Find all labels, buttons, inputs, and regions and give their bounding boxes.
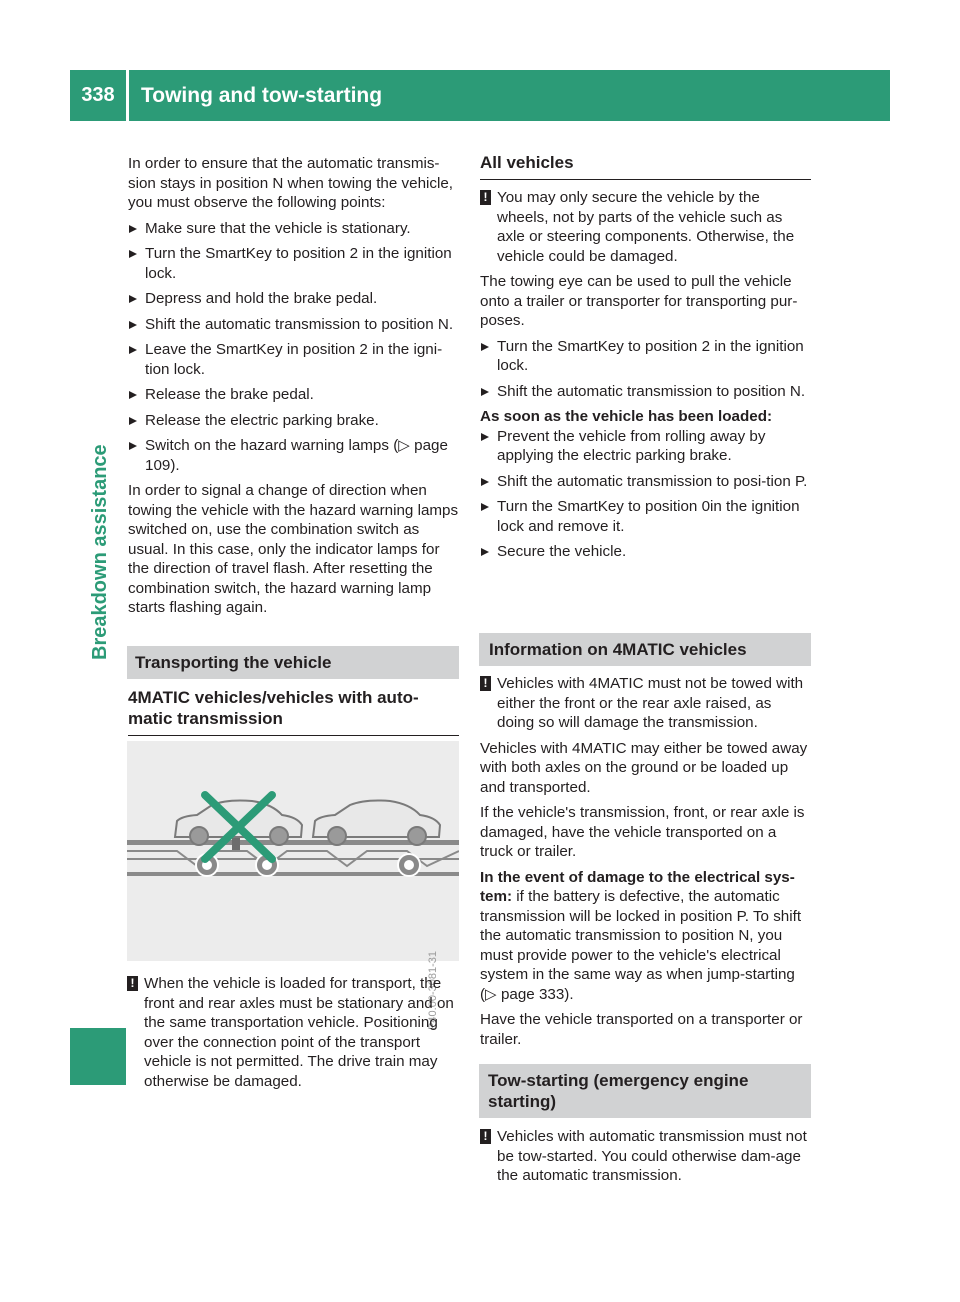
list-item [128,411,460,431]
arrow-icon [481,503,489,511]
warning-note [127,974,460,1091]
page-number: 338 [70,70,126,121]
list-item [128,315,460,335]
arrow-icon [129,225,137,233]
list-item [128,436,460,475]
list-item-text: Shift the automatic transmission to posi-tion P. [497,472,808,490]
transport-heading-box [127,646,459,679]
side-tab [89,444,111,680]
list-item [128,219,460,239]
arrow-icon [481,478,489,486]
list-item [480,472,811,492]
connection-point [232,838,240,850]
list-item-text: Secure the vehicle. [497,543,627,560]
warning-note [480,188,811,266]
list-item [128,340,460,379]
page-title: Towing and tow-starting [141,84,383,107]
list-item-text: Turn the SmartKey to position 2 in the ignition lock. [145,245,452,282]
all-vehicles-heading: All vehicles [480,152,811,180]
intro-paragraph: In order to ensure that the automatic transmis-sion stays in position N when towing the vehicle, you must observe the following points: [128,155,454,211]
electrical-text: if the battery is defective, the automatic transmission will be locked in position P. To shift the automatic transmission to position N, you must provide power to the vehicle's electrical system in the same way as when jump-starting (▷ page 333). [480,888,802,1003]
arrow-icon [129,391,137,399]
arrow-icon [481,343,489,351]
info-paragraph-3: Have the vehicle transported on a transporter or trailer. [480,1011,803,1048]
info-paragraph-1: Vehicles with 4MATIC may either be towed away with both axles on the ground or be loaded up and transported. [480,739,808,796]
list-item-text: Turn the SmartKey to position 2 in the ignition lock. [497,337,804,374]
car-right [313,801,440,846]
list-item-text: Switch on the hazard warning lamps (▷ page 109). [145,437,448,474]
list-item [480,427,811,466]
signal-paragraph: In order to signal a change of direction when towing the vehicle with the hazard warning lamps switched on, use the combination switch as usual. In this case, only the indicator lamps for the direction of travel flash. After resetting the combination switch, the hazard warning lamp starts flashing again. [128,482,459,616]
list-item [128,385,460,405]
warning-text: When the vehicle is loaded for transport, the front and rear axles must be stationary and on the same transportation vehicle. Positioning over the connection point of the transport vehicle is not permitted. The drive train may otherwise be damaged. [144,975,454,1090]
loaded-heading: As soon as the vehicle has been loaded: [480,408,773,425]
list-item-text: Shift the automatic transmission to position N. [497,382,806,400]
subsection-heading: 4MATIC vehicles/vehicles with auto-matic transmission [128,687,459,736]
subheading-block [128,687,459,744]
warning-icon: ! [127,976,138,991]
arrow-icon [481,433,489,441]
arrow-icon [481,388,489,396]
info-block [479,633,811,1049]
list-item [480,497,811,536]
warning-text: You may only secure the vehicle by the wheels, not by parts of the vehicle such as axle or steering components. Otherwise, the vehicle could be damaged. [497,189,795,265]
arrow-icon [129,442,137,450]
list-item-text: Make sure that the vehicle is stationary. [145,219,411,237]
info-paragraph-2: If the vehicle's transmission, front, or rear axle is damaged, have the vehicle transported on a truck or trailer. [480,804,805,860]
list-item [480,542,811,562]
list-item [128,244,460,283]
list-item-text: Turn the SmartKey to position 0in the ignition lock and remove it. [497,498,800,535]
arrow-icon [129,321,137,329]
list-item [128,289,460,309]
warning-icon: ! [480,1129,491,1144]
arrow-icon [481,548,489,556]
tow-block [479,1064,811,1190]
vehicle-transport-diagram [127,741,459,961]
warning-icon: ! [480,190,491,205]
arrow-icon [129,295,137,303]
header-bar [129,70,890,121]
list-item-text: Shift the automatic transmission to position N. [145,315,454,333]
list-item-text: Depress and hold the brake pedal. [145,290,378,307]
info-heading: Information on 4MATIC vehicles [479,633,811,666]
warning-text: Vehicles with 4MATIC must not be towed with either the front or the rear axle raised, as doing so will damage the transmission. [497,675,804,731]
left-warning-block [127,974,460,1095]
warning-note [480,674,811,733]
list-item-text: Prevent the vehicle from rolling away by applying the electric parking brake. [497,427,766,464]
transport-illustration [127,741,459,1030]
list-item-text: Release the electric parking brake. [145,411,379,429]
list-item [480,337,811,376]
arrow-icon [129,250,137,258]
towing-eye-paragraph: The towing eye can be used to pull the vehicle onto a trailer or transporter for transporting pur-poses. [480,273,798,329]
section-heading: Transporting the vehicle [127,646,459,679]
right-column [480,152,811,568]
warning-icon: ! [480,676,491,691]
list-item-text: Release the brake pedal. [145,386,314,403]
list-item [480,382,811,402]
list-item-text: Leave the SmartKey in position 2 in the igni-tion lock. [145,341,443,378]
figure-code-text: P40.00-3081-31 [427,951,439,1030]
arrow-icon [129,417,137,425]
warning-text: Vehicles with automatic transmission must not be tow-started. You could otherwise dam-age the automatic transmission. [497,1128,807,1184]
electrical-paragraph [480,868,811,1005]
tow-heading: Tow-starting (emergency engine starting) [479,1064,811,1118]
arrow-icon [129,346,137,354]
side-tab-label: Breakdown assistance [89,444,111,660]
left-column [128,154,460,618]
warning-note [480,1127,811,1186]
electrical-lead: In the event of damage to the electrical sys-tem: [480,868,795,905]
side-tab-marker [70,1028,126,1085]
